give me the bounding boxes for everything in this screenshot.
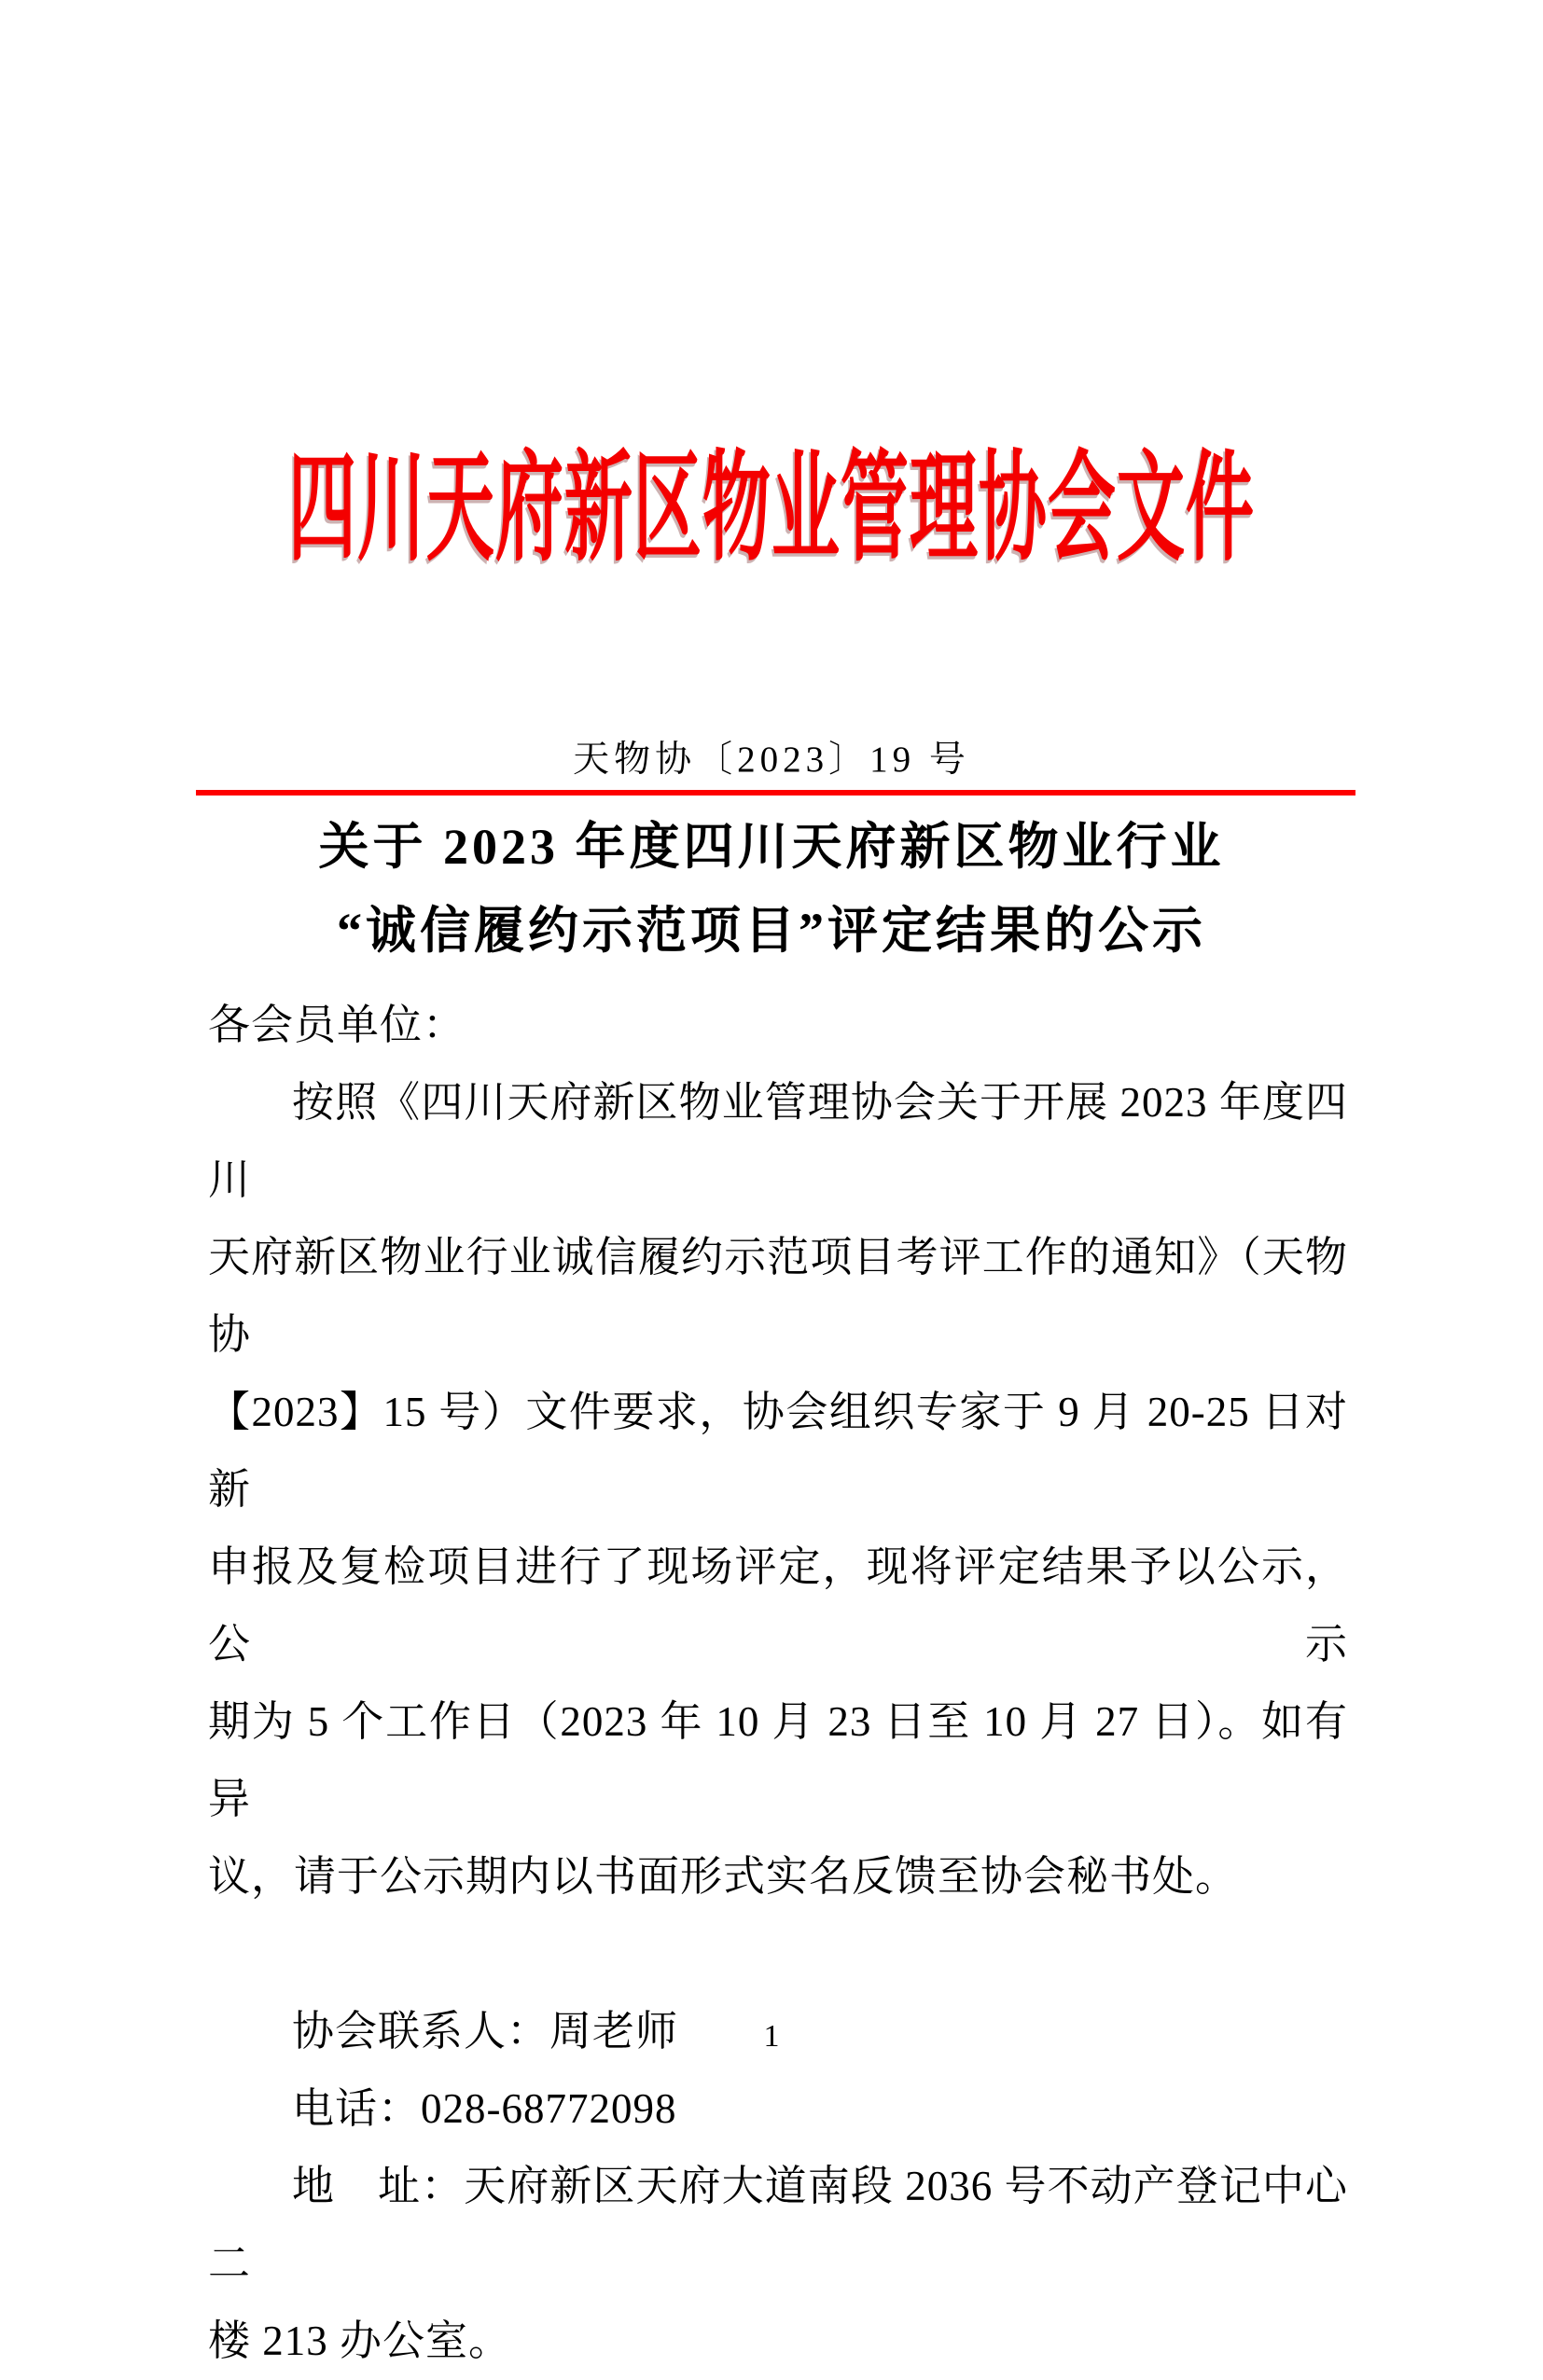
salutation: 各会员单位： [208, 1002, 466, 1048]
contact-address-line-1: 地 址：天府新区天府大道南段 2036 号不动产登记中心二 [208, 2163, 1348, 2287]
document-title [0, 805, 1543, 973]
red-separator-line [196, 790, 1355, 796]
body-line: 申报及复检项目进行了现场评定，现将评定结果予以公示，公示 [208, 1543, 1348, 1667]
body-line: 天府新区物业行业诚信履约示范项目考评工作的通知》（天物协 [208, 1234, 1348, 1358]
contact-address-line-2: 楼 213 办公室。 [208, 2318, 512, 2364]
contact-person-line: 协会联系人：周老师 [292, 2008, 679, 2055]
document-body [208, 987, 1348, 2380]
body-line: 按照《四川天府新区物业管理协会关于开展 2023 年度四川 [208, 1079, 1348, 1203]
body-line: 期为 5 个工作日（2023 年 10 月 23 日至 10 月 27 日）。如有异 [208, 1698, 1348, 1822]
document-number: 天物协〔2023〕19 号 [573, 740, 970, 780]
document-title-line2: “诚信履约示范项目”评定结果的公示 [337, 903, 1206, 959]
body-line: 【2023】15 号）文件要求，协会组织专家于 9 月 20-25 日对新 [208, 1389, 1348, 1513]
contact-phone-line: 电话：028-68772098 [292, 2085, 677, 2132]
paragraph-gap [208, 1916, 1348, 1993]
document-title-line1: 关于 2023 年度四川天府新区物业行业 [318, 819, 1225, 875]
body-line: 议，请于公示期内以书面形式实名反馈至协会秘书处。 [208, 1853, 1239, 1900]
letterhead-title: 四川天府新区物业管理协会文件 [288, 442, 1255, 575]
page-number: 1 [763, 2019, 780, 2054]
